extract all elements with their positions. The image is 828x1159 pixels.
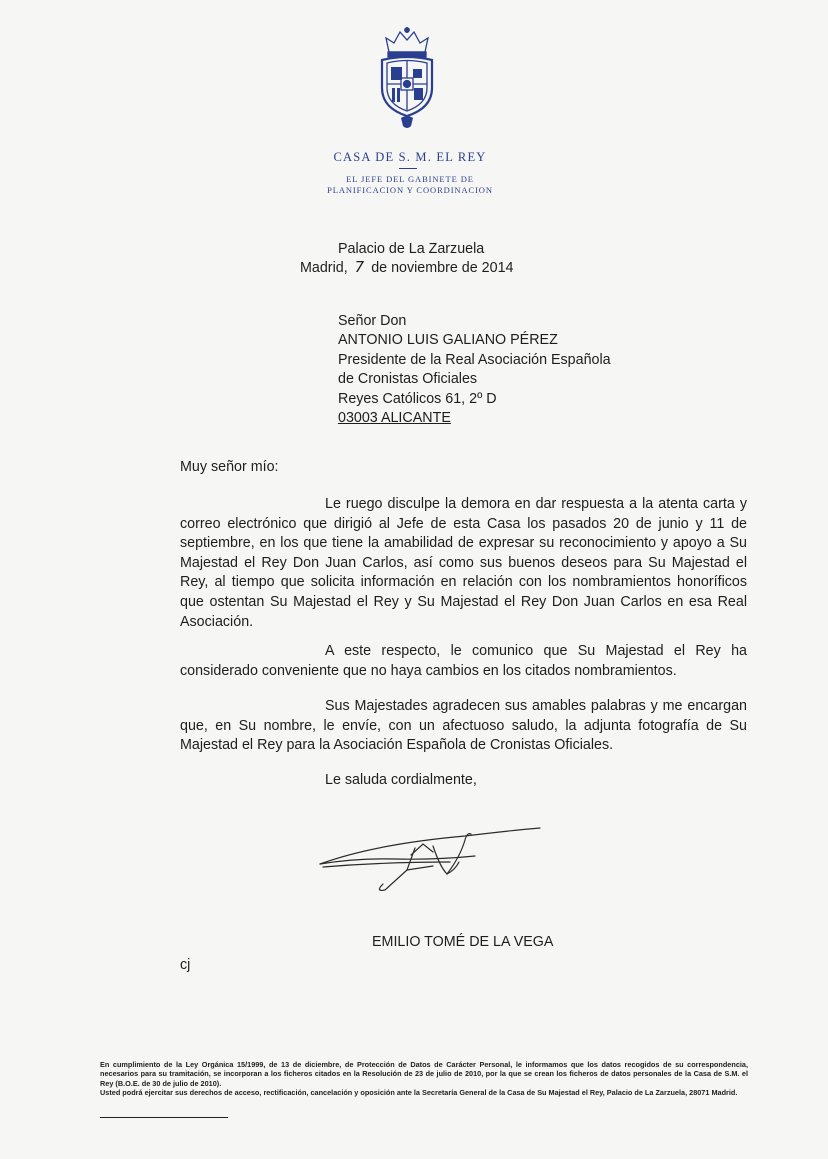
- recipient-name: ANTONIO LUIS GALIANO PÉREZ: [338, 332, 558, 349]
- body-paragraph-2: A este respecto, le comunico que Su Majestad el Rey ha considerado conveniente que no haya cambios en los citados nombramientos.: [180, 643, 747, 679]
- recipient-street: Reyes Católicos 61, 2º D: [338, 390, 497, 407]
- letterhead-subtitle-line1: EL JEFE DEL GABINETE DE: [346, 174, 474, 184]
- recipient-line: de Cronistas Oficiales: [338, 371, 478, 388]
- recipient-postal-city: 03003 ALICANTE: [338, 410, 451, 427]
- footer-paragraph: En cumplimiento de la Ley Orgánica 15/1999, de 13 de diciembre, de Protección de Datos de Carácter Personal, le informamos que los datos recogidos de su correspondencia, necesarios para su tramitación, se incorporan a los ficheros citados en la Resolución de 23 de julio de 2010, por la que se crean los ficheros de datos personales de la Casa de S.M. el Rey (B.O.E. de 30 de julio de 2010).: [100, 1060, 748, 1088]
- footer-divider: [100, 1117, 228, 1118]
- royal-coat-of-arms-icon: [372, 26, 442, 134]
- body-paragraph-3: Sus Majestades agradecen sus amables palabras y me encargan que, en Su nombre, le envíe, con un afectuoso saludo, la adjunta fotografía de Su Majestad el Rey para la Asociación Española de Cronistas Oficiales.: [180, 698, 747, 754]
- salutation: Muy señor mío:: [180, 459, 279, 475]
- letterhead-subtitle-line2: PLANIFICACION Y COORDINACION: [327, 185, 493, 195]
- handwritten-signature: [315, 822, 550, 897]
- dateline-day-handwritten: 7: [354, 258, 365, 276]
- recipient-line: Señor Don: [338, 313, 407, 329]
- dateline-date: [300, 258, 513, 278]
- body-paragraph-1: Le ruego disculpe la demora en dar respuesta a la atenta carta y correo electrónico que dirigió al Jefe de esta Casa los pasados 20 de junio y 11 de septiembre, en los que tiene la amabilidad de expresar su reconocimiento y apoyo a Su Majestad el Rey Don Juan Carlos, así como sus buenos deseos para Su Majestad el Rey, al tiempo que solicita información en relación con los nombramientos honoríficos que ostentan Su Majestad el Rey y Su Majestad el Rey Don Juan Carlos en esa Real Asociación.: [180, 496, 747, 630]
- footer-paragraph: Usted podrá ejercitar sus derechos de acceso, rectificación, cancelación y oposición ante la Secretaría General de la Casa de Su Majestad el Rey, Palacio de La Zarzuela, 28071 Madrid.: [100, 1088, 738, 1098]
- recipient-line: Presidente de la Real Asociación Española: [338, 351, 611, 368]
- dateline-place: Palacio de La Zarzuela: [338, 241, 485, 257]
- letterhead-title: CASA DE S. M. EL REY: [333, 150, 487, 164]
- dateline-city: Madrid,: [300, 260, 348, 276]
- typist-initials: cj: [180, 957, 191, 973]
- closing-line: Le saluda cordialmente,: [325, 772, 477, 788]
- recipient-address-block: [338, 312, 611, 428]
- letterhead-divider: [399, 168, 417, 169]
- signer-name: EMILIO TOMÉ DE LA VEGA: [372, 934, 554, 950]
- data-protection-footer: [100, 1060, 748, 1098]
- dateline-month-year: de noviembre de 2014: [371, 260, 514, 276]
